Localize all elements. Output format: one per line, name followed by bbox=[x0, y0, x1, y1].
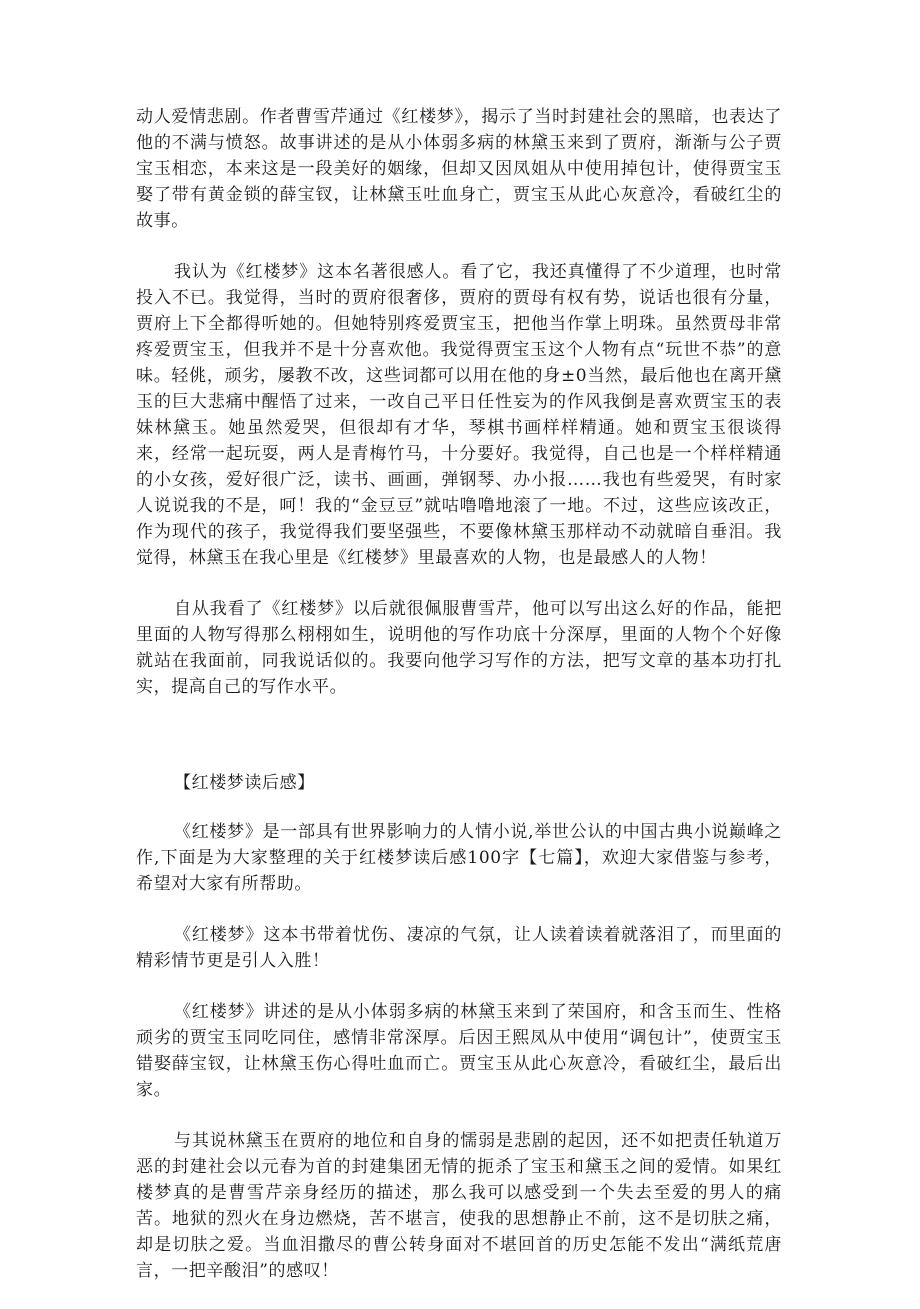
paragraph: 我认为《红楼梦》这本名著很感人。看了它，我还真懂得了不少道理，也时常投入不已。我觉得，当时的贾府很奢侈，贾府的贾母有权有势，说话也很有分量，贾府上下全都得听她的。但她特别疼爱贾宝玉，把他当作掌上明珠。虽然贾母非常疼爱贾宝玉，但我并不是十分喜欢他。我觉得贾宝玉这个人物有点“玩世不恭”的意味。轻佻，顽劣，屡教不改，这些词都可以用在他的身±0当然，最后他也在离开黛玉的巨大悲痛中醒悟了过来，一改自己平日任性妄为的作风我倒是喜欢贾宝玉的表妹林黛玉。她虽然爱哭，但很却有才华，琴棋书画样样精通。她和贾宝玉很谈得来，经常一起玩耍，两人是青梅竹马，十分要好。我觉得，自己也是一个样样精通的小女孩，爱好很广泛，读书、画画，弹钢琴、办小报……我也有些爱哭，有时家人说说我的不是，呵！我的“金豆豆”就咕噜噜地滚了一地。不过，这些应该改正，作为现代的孩子，我觉得我们要坚强些，不要像林黛玉那样动不动就暗自垂泪。我觉得，林黛玉在我心里是《红楼梦》里最喜欢的人物，也是最感人的人物！ bbox=[136, 262, 782, 568]
paragraph: 动人爱情悲剧。作者曹雪芹通过《红楼梦》，揭示了当时封建社会的黑暗，也表达了他的不满与愤怒。故事讲述的是从小体弱多病的林黛玉来到了贾府，渐渐与公子贾宝玉相恋，本来这是一段美好的姻缘，但却又因凤姐从中使用掉包计，使得贾宝玉娶了带有黄金锁的薛宝钗，让林黛玉吐血身亡，贾宝玉从此心灰意冷，看破红尘的故事。 bbox=[136, 107, 782, 231]
paragraph: 《红楼梦》这本书带着忧伤、凄凉的气氛，让人读着读着就落泪了，而里面的精彩情节更是引人入胜！ bbox=[136, 925, 782, 971]
paragraph: 与其说林黛玉在贾府的地位和自身的懦弱是悲剧的起因，还不如把责任轨道万恶的封建社会以元春为首的封建集团无情的扼杀了宝玉和黛玉之间的爱情。如果红楼梦真的是曹雪芹亲身经历的描述，那么我可以感受到一个失去至爱的男人的痛苦。地狱的烈火在身边燃烧，苦不堪言，使我的思想静止不前，这不是切肤之痛，却是切肤之爱。当血泪撒尽的曹公转身面对不堪回首的历史怎能不发出“满纸荒唐言，一把辛酸泪”的感叹！ bbox=[136, 1131, 782, 1281]
paragraph: 自从我看了《红楼梦》以后就很佩服曹雪芹，他可以写出这么好的作品，能把里面的人物写得那么栩栩如生，说明他的写作功底十分深厚，里面的人物个个好像就站在我面前，同我说话似的。我要向他学习写作的方法，把写文章的基本功打扎实，提高自己的写作水平。 bbox=[136, 599, 782, 697]
section-heading: 【红楼梦读后感】 bbox=[174, 773, 315, 793]
section-spacer bbox=[136, 700, 782, 770]
document-page bbox=[136, 104, 782, 1309]
paragraph: 《红楼梦》讲述的是从小体弱多病的林黛玉来到了荣国府，和含玉而生、性格顽劣的贾宝玉同吃同住，感情非常深厚。后因王熙凤从中使用“调包计”，使贾宝玉错娶薛宝钗，让林黛玉伤心得吐血而亡。贾宝玉从此心灰意冷，看破红尘，最后出家。 bbox=[136, 1002, 782, 1100]
paragraph: 《红楼梦》是一部具有世界影响力的人情小说,举世公认的中国古典小说巅峰之作,下面是为大家整理的关于红楼梦读后感100字【七篇】，欢迎大家借鉴与参考，希望对大家有所帮助。 bbox=[136, 822, 782, 894]
